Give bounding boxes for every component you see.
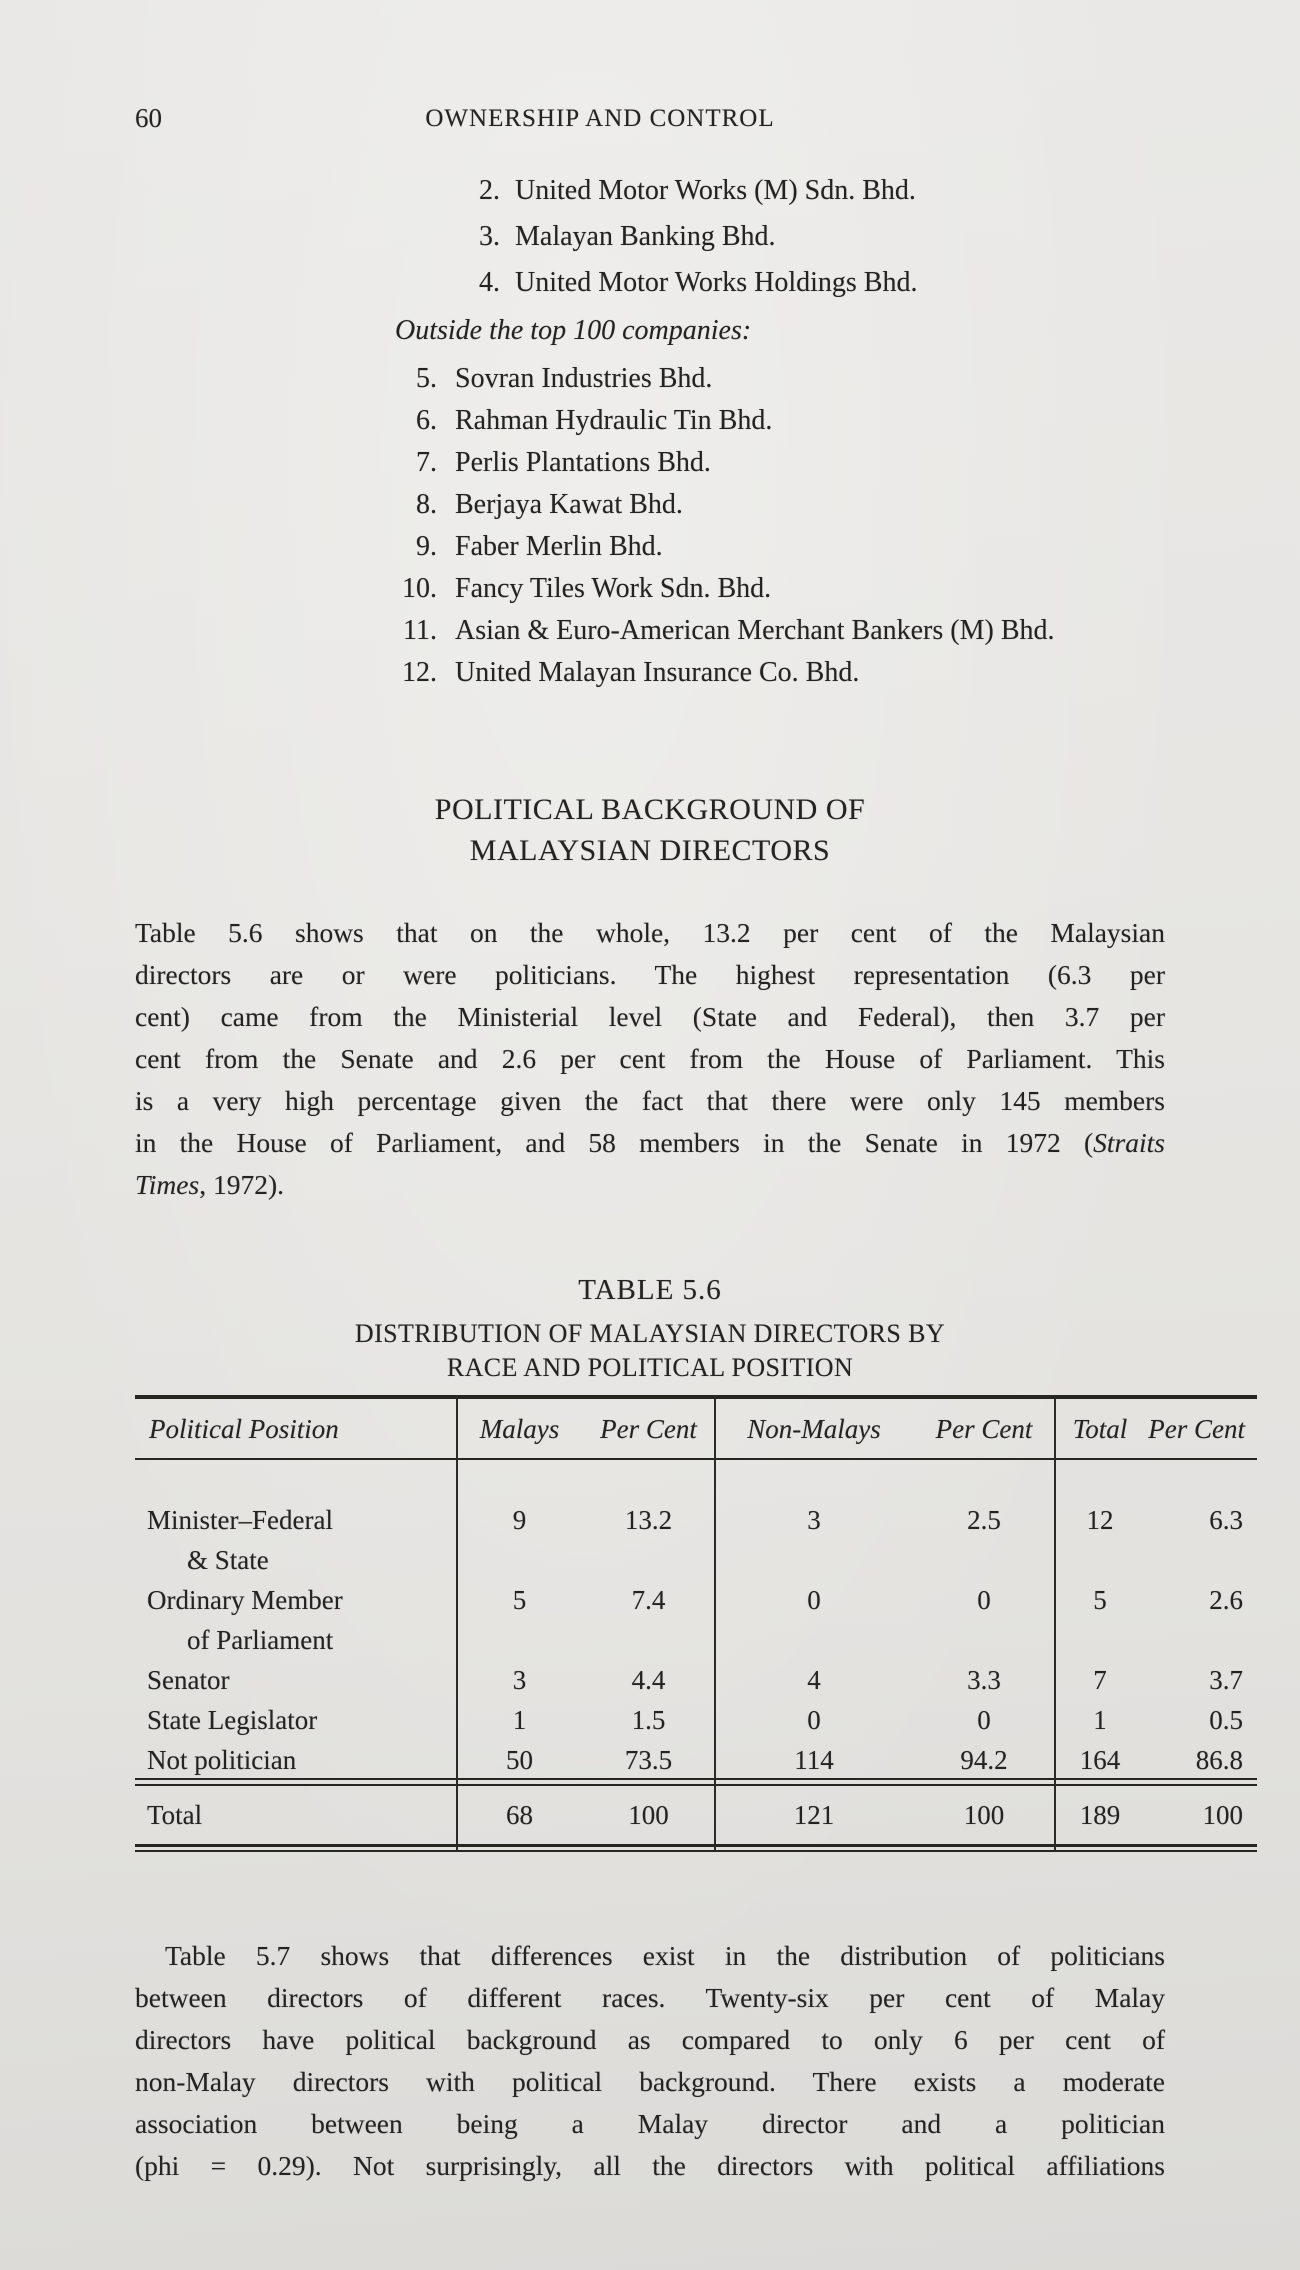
table-header-cell: Total	[1072, 1414, 1128, 1444]
position-line: Not politician	[147, 1745, 297, 1775]
text-line: (phi = 0.29). Not surprisingly, all the directors with political affiliations	[135, 2150, 1165, 2181]
table-cell-position: Total	[147, 1800, 203, 1830]
text-line: directors have political background as compared to only 6 per cent of	[135, 2024, 1165, 2055]
table-cell: 189	[1079, 1800, 1121, 1830]
table-cell: 100	[1202, 1800, 1243, 1830]
list-item	[0, 652, 1300, 694]
list-text: Perlis Plantations Bhd.	[455, 447, 711, 478]
table-cell: 3	[807, 1505, 821, 1535]
text-line: Table 5.6 shows that on the whole, 13.2 per cent of the Malaysian	[135, 917, 1165, 948]
table-bottom-rule	[135, 1844, 1257, 1852]
list-number: 6.	[416, 405, 437, 436]
list-number: 9.	[416, 531, 437, 562]
table-cell: 4.4	[631, 1665, 666, 1695]
text-line: association between being a Malay director and a politician	[135, 2108, 1165, 2139]
list-text: United Malayan Insurance Co. Bhd.	[455, 657, 860, 688]
text-line: in the House of Parliament, and 58 members in the Senate in 1972 (Straits	[135, 1127, 1165, 1158]
list-number: 10.	[402, 573, 437, 604]
list-number: 8.	[416, 489, 437, 520]
table-cell: 0	[977, 1705, 991, 1735]
table-title-line1: DISTRIBUTION OF MALAYSIAN DIRECTORS BY	[354, 1319, 946, 1348]
outside-company-list	[0, 358, 1300, 694]
table-cell: 2.5	[967, 1505, 1001, 1535]
table-cell: 3	[512, 1665, 527, 1695]
table-cell: 1	[512, 1705, 527, 1735]
table-header-row	[135, 1409, 1257, 1449]
position-line: Minister–Federal	[147, 1505, 333, 1535]
list-number: 2.	[479, 175, 500, 206]
table-header-cell: Per Cent	[600, 1414, 697, 1444]
list-text: Fancy Tiles Work Sdn. Bhd.	[455, 573, 772, 604]
table-cell: 7.4	[631, 1585, 666, 1615]
outside-top100-label: Outside the top 100 companies:	[395, 315, 752, 346]
table-title	[135, 1317, 1165, 1385]
list-text: Berjaya Kawat Bhd.	[455, 489, 683, 520]
list-number: 7.	[416, 447, 437, 478]
table-title-line2: RACE AND POLITICAL POSITION	[446, 1353, 854, 1382]
position-line: of Parliament	[187, 1625, 334, 1655]
table-cell-position	[135, 1660, 456, 1700]
top100-company-list	[0, 168, 1300, 306]
list-item	[0, 214, 1300, 260]
text-line: between directors of different races. Twenty-six per cent of Malay	[135, 1982, 1165, 2013]
table-header-cell: Per Cent	[935, 1414, 1033, 1444]
text-line: cent from the Senate and 2.6 per cent from the House of Parliament. This	[135, 1043, 1165, 1074]
position-line: Ordinary Member	[147, 1585, 343, 1615]
table-cell: 12	[1086, 1505, 1114, 1535]
page-number: 60	[135, 103, 162, 133]
table-cell: 2.6	[1209, 1585, 1243, 1615]
list-item	[0, 610, 1300, 652]
table-row	[135, 1580, 1257, 1660]
list-item	[0, 260, 1300, 306]
table-cell: 86.8	[1195, 1745, 1243, 1775]
table-label: TABLE 5.6	[578, 1274, 722, 1306]
list-text: Malayan Banking Bhd.	[515, 221, 776, 252]
table-top-rule	[135, 1395, 1257, 1399]
table-cell: 73.5	[624, 1745, 673, 1775]
data-table	[135, 1395, 1257, 1852]
table-cell: 114	[794, 1745, 834, 1775]
table-cell: 94.2	[960, 1745, 1008, 1775]
list-number: 5.	[416, 363, 437, 394]
table-row	[135, 1660, 1257, 1700]
table-cell: 0.5	[1209, 1705, 1243, 1735]
table-cell-position	[135, 1500, 456, 1580]
table-cell: 1	[1093, 1705, 1107, 1735]
list-text: United Motor Works Holdings Bhd.	[515, 267, 918, 298]
text-line: is a very high percentage given the fact that there were only 145 members	[135, 1085, 1165, 1116]
table-row	[135, 1500, 1257, 1580]
table-row	[135, 1700, 1257, 1740]
list-text: Rahman Hydraulic Tin Bhd.	[455, 405, 773, 436]
section-heading	[135, 789, 1165, 871]
table-cell: 7	[1093, 1665, 1107, 1695]
text-line: directors are or were politicians. The highest representation (6.3 per	[135, 959, 1165, 990]
table-cell: 3.3	[967, 1665, 1001, 1695]
list-text: Sovran Industries Bhd.	[455, 363, 713, 394]
table-header-cell: Per Cent	[1148, 1414, 1245, 1444]
text-line: cent) came from the Ministerial level (State and Federal), then 3.7 per	[135, 1001, 1165, 1032]
table-cell: 3.7	[1209, 1665, 1243, 1695]
table-cell-position	[135, 1580, 456, 1660]
paragraph-table56	[135, 912, 1165, 1206]
table-cell: 6.3	[1209, 1505, 1243, 1535]
table-body	[135, 1458, 1257, 1780]
table-cell-position	[135, 1740, 456, 1780]
table-cell-position	[135, 1700, 456, 1740]
position-line: State Legislator	[147, 1705, 318, 1735]
table-cell: 1.5	[631, 1705, 666, 1735]
list-item	[0, 526, 1300, 568]
list-number: 12.	[402, 657, 437, 688]
list-item	[0, 400, 1300, 442]
table-cell: 5	[1093, 1585, 1107, 1615]
table-cell: 164	[1079, 1745, 1121, 1775]
table-cell: 0	[807, 1705, 821, 1735]
text-line: Times, 1972).	[135, 1169, 284, 1200]
list-number: 3.	[479, 221, 500, 252]
list-item	[0, 442, 1300, 484]
table-cell: 0	[807, 1585, 821, 1615]
running-header: OWNERSHIP AND CONTROL	[425, 105, 775, 132]
table-total-row	[135, 1786, 1257, 1844]
table-cell: 9	[512, 1505, 527, 1535]
position-line: Senator	[147, 1665, 230, 1695]
table-header-cell: Political Position	[149, 1414, 339, 1444]
table-cell: 13.2	[624, 1505, 673, 1535]
list-text: Asian & Euro-American Merchant Bankers (M) Bhd.	[455, 615, 1055, 646]
list-number: 11.	[403, 615, 437, 646]
section-heading-line1: POLITICAL BACKGROUND OF	[434, 793, 866, 826]
paragraph-table57	[135, 1935, 1165, 2187]
list-number: 4.	[479, 267, 500, 298]
table-cell: 50	[506, 1745, 533, 1775]
table-row	[135, 1740, 1257, 1780]
table-cell: 100	[628, 1800, 669, 1830]
table-cell: 121	[793, 1800, 835, 1830]
list-item	[0, 168, 1300, 214]
table-cell: 68	[506, 1800, 533, 1830]
table-header-cell: Non-Malays	[747, 1414, 881, 1444]
list-text: United Motor Works (M) Sdn. Bhd.	[515, 175, 916, 206]
text-line: non-Malay directors with political background. There exists a moderate	[135, 2066, 1165, 2097]
table-cell: 4	[807, 1665, 821, 1695]
table-header-cell: Malays	[479, 1414, 560, 1444]
list-text: Faber Merlin Bhd.	[455, 531, 663, 562]
list-item	[0, 358, 1300, 400]
list-item	[0, 568, 1300, 610]
position-line: & State	[187, 1545, 269, 1575]
table-cell: 0	[977, 1585, 991, 1615]
section-heading-line2: MALAYSIAN DIRECTORS	[469, 834, 831, 867]
list-item	[0, 484, 1300, 526]
table-cell: 5	[512, 1585, 527, 1615]
table-cell: 100	[963, 1800, 1005, 1830]
text-line: Table 5.7 shows that differences exist in the distribution of politicians	[165, 1940, 1165, 1971]
